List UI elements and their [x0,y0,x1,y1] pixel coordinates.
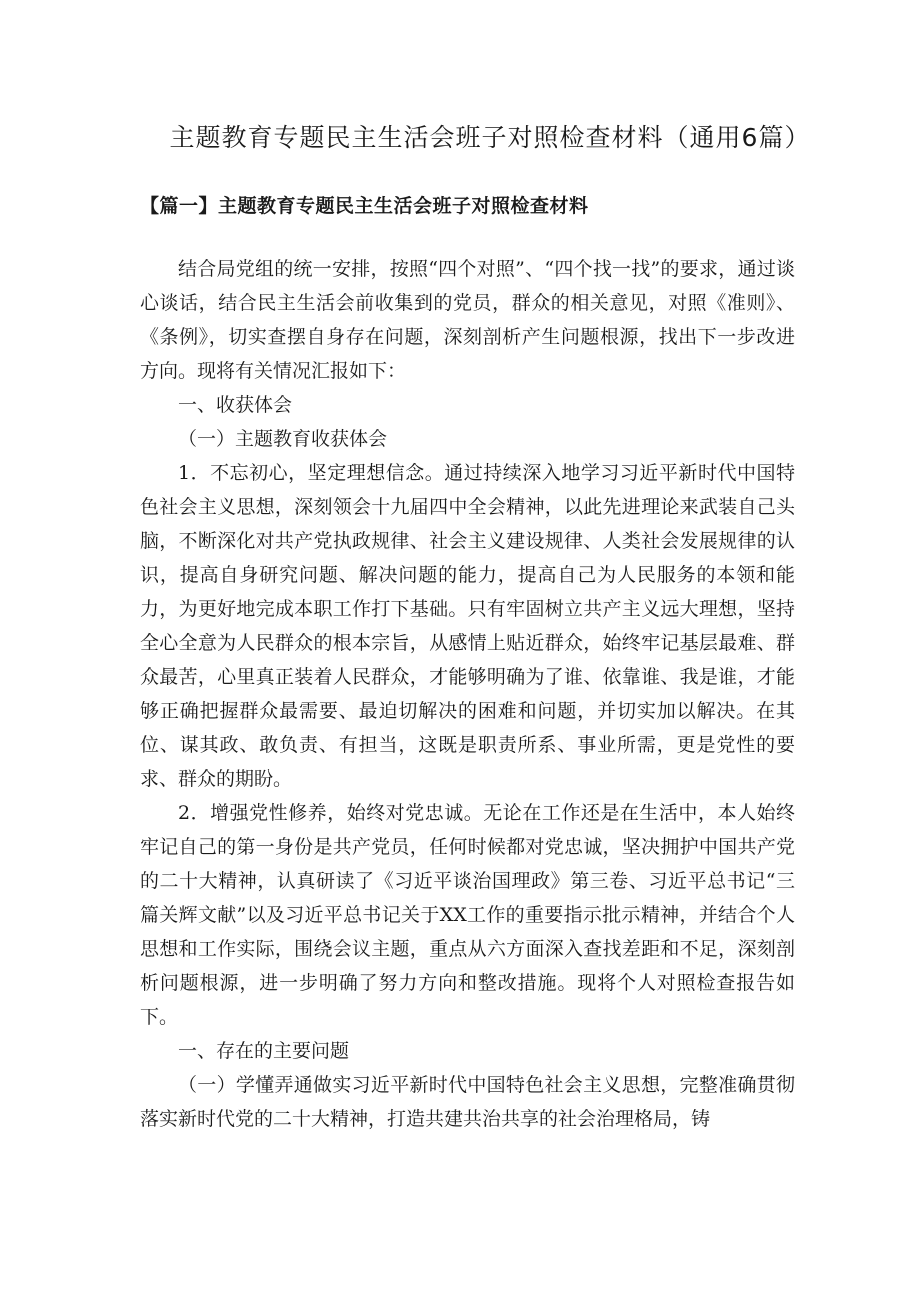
document-title: 主题教育专题民主生活会班子对照检查材料（通用6篇） [169,123,811,152]
document-body [140,252,795,1136]
intro-paragraph: 结合局党组的统一安排，按照“四个对照”、“四个找一找”的要求，通过谈心谈话，结合民主生活会前收集到的党员，群众的相关意见，对照《准则》、《条例》，切实查摆自身存在问题，深刻剖析产生问题根源，找出下一步改进方向。现将有关情况汇报如下： [140,258,795,382]
paragraph-problem-1: （一）学懂弄通做实习近平新时代中国特色社会主义思想，完整准确贯彻落实新时代党的二十大精神，打造共建共治共享的社会治理格局，铸 [140,1074,795,1130]
section-title: 【篇一】主题教育专题民主生活会班子对照检查材料 [140,195,589,217]
heading-gains: 一、收获体会 [178,394,293,416]
paragraph-point-1: 1．不忘初心，坚定理想信念。通过持续深入地学习习近平新时代中国特色社会主义思想，深刻领会十九届四中全会精神，以此先进理论来武装自己头脑，不断深化对共产党执政规律、社会主义建设规律、人类社会发展规律的认识，提高自身研究问题、解决问题的能力，提高自己为人民服务的本领和能力，为更好地完成本职工作打下基础。只有牢固树立共产主义远大理想，坚持全心全意为人民群众的根本宗旨，从感情上贴近群众，始终牢记基层最难、群众最苦，心里真正装着人民群众，才能够明确为了谁、依靠谁、我是谁，才能够正确把握群众最需要、最迫切解决的困难和问题，并切实加以解决。在其位、谋其政、敢负责、有担当，这既是职责所系、事业所需，更是党性的要求、群众的期盼。 [140,462,795,790]
heading-main-problems: 一、存在的主要问题 [178,1040,350,1062]
paragraph-point-2: 2．增强党性修养，始终对党忠诚。无论在工作还是在生活中，本人始终牢记自己的第一身份是共产党员，任何时候都对党忠诚，坚决拥护中国共产党的二十大精神，认真研读了《习近平谈治国理政》第三卷、习近平总书记“三篇关辉文献”以及习近平总书记关于XX工作的重要指示批示精神，并结合个人思想和工作实际，围绕会议主题，重点从六方面深入查找差距和不足，深刻剖析问题根源，进一步明确了努力方向和整改措施。现将个人对照检查报告如下。 [140,802,795,1028]
subheading-theme-education-gains: （一）主题教育收获体会 [178,428,388,450]
